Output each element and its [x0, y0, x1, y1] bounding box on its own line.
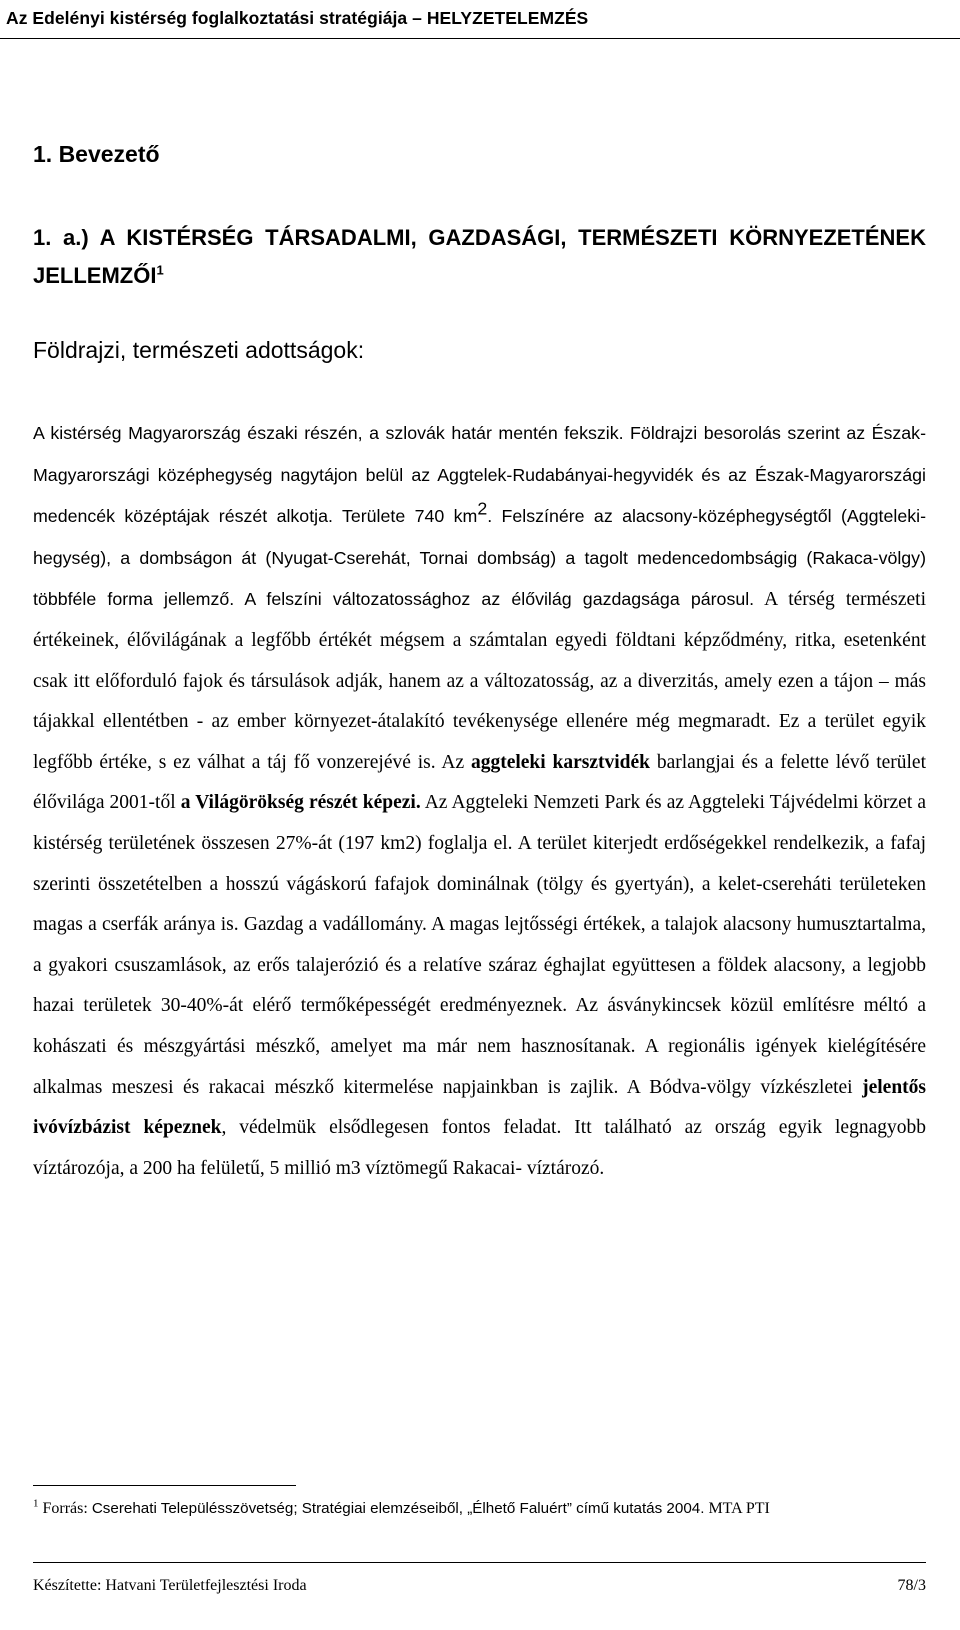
body-text-reservoir: , védelmük elsődlegesen fontos feladat. Itt található az ország egyik legnagyobb víztározója, a 200 ha felületű, 5 millió m3 víztömegű Rakacai- víztározó. — [33, 1117, 926, 1179]
footnote-source: Cserehati Településszövetség; Stratégiai elemzéseiből, „Élhető Faluért” című kutatás 2004. — [91, 1500, 705, 1517]
bold-karst: aggteleki karsztvidék — [470, 751, 651, 773]
page-number: 78/3 — [897, 1577, 926, 1594]
footnote-divider — [33, 1485, 296, 1486]
footer-divider — [33, 1562, 926, 1563]
heading-subsection: Földrajzi, természeti adottságok: — [33, 337, 365, 363]
running-header — [0, 4, 960, 39]
bold-world-heritage: a Világörökség részét képezi. — [180, 792, 421, 814]
footnote-reference[interactable]: 1 — [156, 262, 164, 278]
footer-author: Készítette: Hatvani Területfejlesztési Iroda — [33, 1577, 307, 1594]
heading-section-text: 1. a.) A KISTÉRSÉG TÁRSADALMI, GAZDASÁGI, TERMÉSZETI KÖRNYEZETÉNEK JELLEMZŐI — [33, 225, 926, 288]
superscript-2: 2 — [477, 498, 488, 519]
footnote — [33, 1497, 933, 1518]
bold-water-base: jelentős ivóvízbázist képeznek — [33, 1076, 926, 1139]
footnote-institute: MTA PTI — [704, 1500, 770, 1517]
body-text-values: A térség természeti értékeinek, élővilágának a legfőbb értékét mégsem a számtalan egyedi földtani képződmény, ritka, esetenként csak itt előforduló fajok és társulások adják, hanem az a változatosság, az a diverzitás, amely ezen a tájon – más tájakkal ellentétben - az ember környezet-átalakító tevékenysége ellenére még megmaradt. Ez a terület egyik legfőbb értéke, s ez válhat a táj fő vonzerejévé is. Az — [33, 589, 926, 773]
body-text-relief: . Felszínére az alacsony-középhegységtől (Aggteleki-hegység), a dombságon át (Nyugat-Cserehát, Tornai dombság) a tagolt medencedombságig (Rakaca-völgy) többféle forma jellemző. A felszíni változatossághoz az élővilág gazdagsága párosul. — [33, 506, 926, 610]
heading-section — [33, 219, 926, 295]
body-paragraph — [33, 413, 926, 1189]
heading-intro: 1. Bevezető — [33, 141, 160, 167]
body-text-heritage: barlangjai és a felette lévő terület élővilága 2001-től — [33, 751, 927, 814]
footnote-mark: 1 — [33, 1497, 39, 1510]
body-text-park: Az Aggteleki Nemzeti Park és az Aggteleki Tájvédelmi körzet a kistérség területének összesen 27%-át (197 km2) foglalja el. A terület kiterjedt erdőségekkel rendelkezik, a fafaj szerinti összetételben a hosszú vágáskorú fafajok dominálnak (tölgy és gyertyán), a kelet-csereháti területeken magas a cserfák aránya is. Gazdag a vadállomány. A magas lejtősségi értékek, a talajok alacsony humusztartalma, a gyakori csuszamlások, az erős talajerózió és a relatíve száraz éghajlat együttesen a földek alacsony, a legjobb hazai területek 30-40%-át elérő termőképességét eredményeznek. Az ásványkincsek közül említésre méltó a kohászati és mészgyártási mészkő, amelyet ma már nem hasznosítanak. A regionális igények kielégítésére alkalmas meszesi és rakacai mészkő kitermelése napjainkban is zajlik. A Bódva-völgy vízkészletei — [33, 792, 926, 1098]
footnote-source-label: Forrás: — [38, 1500, 92, 1517]
running-header-title: Az Edelényi kistérség foglalkoztatási stratégiája – HELYZETELEMZÉS — [6, 8, 589, 28]
body-text-intro: A kistérség Magyarország északi részén, a szlovák határ mentén fekszik. Földrajzi besorolás szerint az Észak-Magyarországi középhegység nagytájon belül az Aggtelek-Rudabányai-hegyvidék és az Észak-Magyarországi medencék középtájak részét alkotja. Területe 740 km — [33, 423, 926, 527]
